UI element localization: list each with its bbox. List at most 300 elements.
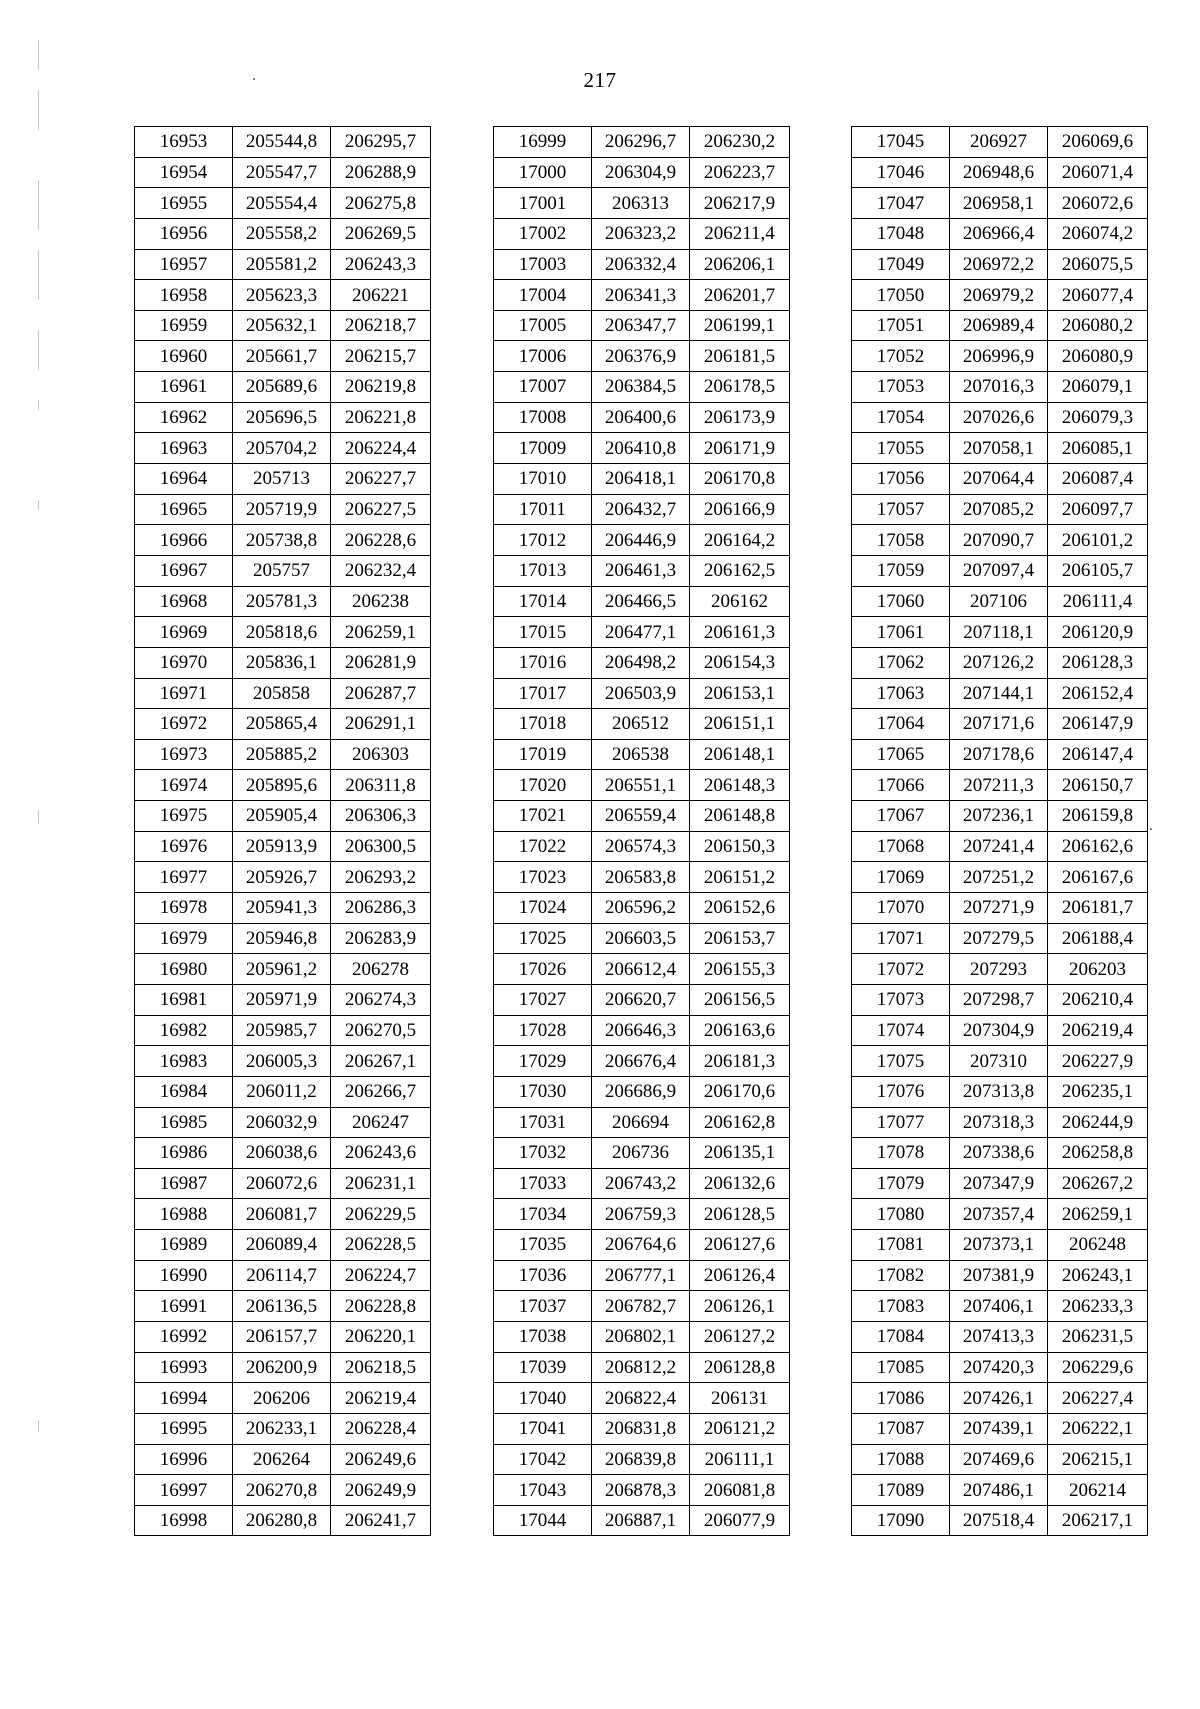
table-row xyxy=(494,464,790,495)
y-coordinate-cell: 206151,1 xyxy=(690,709,790,740)
point-number-cell: 17004 xyxy=(494,280,592,311)
y-coordinate-cell: 206222,1 xyxy=(1048,1413,1148,1444)
x-coordinate-cell: 207058,1 xyxy=(950,433,1048,464)
y-coordinate-cell: 206206,1 xyxy=(690,249,790,280)
y-coordinate-cell: 206267,2 xyxy=(1048,1168,1148,1199)
x-coordinate-cell: 207144,1 xyxy=(950,678,1048,709)
point-number-cell: 17024 xyxy=(494,893,592,924)
y-coordinate-cell: 206153,1 xyxy=(690,678,790,709)
y-coordinate-cell: 206079,3 xyxy=(1048,402,1148,433)
point-number-cell: 16966 xyxy=(135,525,233,556)
table-row xyxy=(494,1015,790,1046)
table-row xyxy=(852,923,1148,954)
scan-margin-line xyxy=(38,40,39,70)
y-coordinate-cell: 206228,5 xyxy=(331,1230,431,1261)
table-row xyxy=(852,555,1148,586)
x-coordinate-cell: 205885,2 xyxy=(233,739,331,770)
table-row xyxy=(852,433,1148,464)
point-number-cell: 17030 xyxy=(494,1076,592,1107)
coordinate-table-1 xyxy=(134,126,431,1536)
y-coordinate-cell: 206075,5 xyxy=(1048,249,1148,280)
point-number-cell: 16969 xyxy=(135,617,233,648)
point-number-cell: 17075 xyxy=(852,1046,950,1077)
table-row xyxy=(852,1230,1148,1261)
point-number-cell: 17007 xyxy=(494,372,592,403)
x-coordinate-cell: 206812,2 xyxy=(592,1352,690,1383)
table-row xyxy=(135,1199,431,1230)
point-number-cell: 17069 xyxy=(852,862,950,893)
x-coordinate-cell: 207064,4 xyxy=(950,464,1048,495)
y-coordinate-cell: 206097,7 xyxy=(1048,494,1148,525)
x-coordinate-cell: 206200,9 xyxy=(233,1352,331,1383)
x-coordinate-cell: 206089,4 xyxy=(233,1230,331,1261)
x-coordinate-cell: 206376,9 xyxy=(592,341,690,372)
x-coordinate-cell: 206596,2 xyxy=(592,893,690,924)
table-row xyxy=(852,1475,1148,1506)
table-row xyxy=(494,1352,790,1383)
y-coordinate-cell: 206258,8 xyxy=(1048,1138,1148,1169)
point-number-cell: 16998 xyxy=(135,1505,233,1536)
y-coordinate-cell: 206281,9 xyxy=(331,647,431,678)
point-number-cell: 17044 xyxy=(494,1505,592,1536)
y-coordinate-cell: 206210,4 xyxy=(1048,984,1148,1015)
x-coordinate-cell: 206736 xyxy=(592,1138,690,1169)
table-row xyxy=(494,1107,790,1138)
table-row xyxy=(135,586,431,617)
table-row xyxy=(135,249,431,280)
y-coordinate-cell: 206162,5 xyxy=(690,555,790,586)
point-number-cell: 17008 xyxy=(494,402,592,433)
y-coordinate-cell: 206069,6 xyxy=(1048,127,1148,158)
point-number-cell: 17037 xyxy=(494,1291,592,1322)
table-row xyxy=(494,1413,790,1444)
point-number-cell: 17043 xyxy=(494,1475,592,1506)
x-coordinate-cell: 207347,9 xyxy=(950,1168,1048,1199)
x-coordinate-cell: 206432,7 xyxy=(592,494,690,525)
table-row xyxy=(135,1352,431,1383)
y-coordinate-cell: 206111,1 xyxy=(690,1444,790,1475)
table-row xyxy=(135,1321,431,1352)
x-coordinate-cell: 206410,8 xyxy=(592,433,690,464)
table-row xyxy=(852,586,1148,617)
y-coordinate-cell: 206293,2 xyxy=(331,862,431,893)
point-number-cell: 17002 xyxy=(494,218,592,249)
x-coordinate-cell: 207026,6 xyxy=(950,402,1048,433)
y-coordinate-cell: 206162,6 xyxy=(1048,831,1148,862)
table-row xyxy=(494,1168,790,1199)
x-coordinate-cell: 205544,8 xyxy=(233,127,331,158)
x-coordinate-cell: 207486,1 xyxy=(950,1475,1048,1506)
point-number-cell: 16977 xyxy=(135,862,233,893)
x-coordinate-cell: 207279,5 xyxy=(950,923,1048,954)
y-coordinate-cell: 206155,3 xyxy=(690,954,790,985)
point-number-cell: 17032 xyxy=(494,1138,592,1169)
x-coordinate-cell: 207381,9 xyxy=(950,1260,1048,1291)
x-coordinate-cell: 205858 xyxy=(233,678,331,709)
y-coordinate-cell: 206128,8 xyxy=(690,1352,790,1383)
point-number-cell: 17057 xyxy=(852,494,950,525)
table-row xyxy=(852,678,1148,709)
table-row xyxy=(135,1046,431,1077)
table-row xyxy=(494,984,790,1015)
x-coordinate-cell: 205985,7 xyxy=(233,1015,331,1046)
y-coordinate-cell: 206188,4 xyxy=(1048,923,1148,954)
x-coordinate-cell: 206948,6 xyxy=(950,157,1048,188)
table-row xyxy=(852,402,1148,433)
table-row xyxy=(494,1475,790,1506)
point-number-cell: 17017 xyxy=(494,678,592,709)
table-row xyxy=(852,831,1148,862)
table-row xyxy=(135,862,431,893)
point-number-cell: 17064 xyxy=(852,709,950,740)
y-coordinate-cell: 206214 xyxy=(1048,1475,1148,1506)
scan-margin-line xyxy=(38,250,39,300)
y-coordinate-cell: 206181,7 xyxy=(1048,893,1148,924)
table-row xyxy=(852,157,1148,188)
y-coordinate-cell: 206274,3 xyxy=(331,984,431,1015)
x-coordinate-cell: 207518,4 xyxy=(950,1505,1048,1536)
table-row xyxy=(135,923,431,954)
table-row xyxy=(135,433,431,464)
x-coordinate-cell: 206583,8 xyxy=(592,862,690,893)
y-coordinate-cell: 206283,9 xyxy=(331,923,431,954)
x-coordinate-cell: 205865,4 xyxy=(233,709,331,740)
table-row xyxy=(852,647,1148,678)
x-coordinate-cell: 206136,5 xyxy=(233,1291,331,1322)
table-row xyxy=(852,1444,1148,1475)
x-coordinate-cell: 206038,6 xyxy=(233,1138,331,1169)
y-coordinate-cell: 206120,9 xyxy=(1048,617,1148,648)
table-row xyxy=(135,1383,431,1414)
table-row xyxy=(494,770,790,801)
scan-margin-line xyxy=(38,1420,39,1432)
point-number-cell: 17081 xyxy=(852,1230,950,1261)
table-row xyxy=(135,218,431,249)
x-coordinate-cell: 206418,1 xyxy=(592,464,690,495)
y-coordinate-cell: 206127,6 xyxy=(690,1230,790,1261)
table-row xyxy=(494,249,790,280)
x-coordinate-cell: 205818,6 xyxy=(233,617,331,648)
y-coordinate-cell: 206247 xyxy=(331,1107,431,1138)
point-number-cell: 17074 xyxy=(852,1015,950,1046)
point-number-cell: 17048 xyxy=(852,218,950,249)
y-coordinate-cell: 206215,7 xyxy=(331,341,431,372)
point-number-cell: 17049 xyxy=(852,249,950,280)
x-coordinate-cell: 206313 xyxy=(592,188,690,219)
x-coordinate-cell: 206400,6 xyxy=(592,402,690,433)
table-row xyxy=(852,127,1148,158)
x-coordinate-cell: 207413,3 xyxy=(950,1321,1048,1352)
table-row xyxy=(494,1321,790,1352)
x-coordinate-cell: 207178,6 xyxy=(950,739,1048,770)
x-coordinate-cell: 205554,4 xyxy=(233,188,331,219)
table-row xyxy=(135,801,431,832)
table-row xyxy=(852,801,1148,832)
point-number-cell: 16995 xyxy=(135,1413,233,1444)
table-row xyxy=(852,1413,1148,1444)
table-row xyxy=(135,310,431,341)
table-row xyxy=(494,1230,790,1261)
y-coordinate-cell: 206152,6 xyxy=(690,893,790,924)
x-coordinate-cell: 206466,5 xyxy=(592,586,690,617)
point-number-cell: 16975 xyxy=(135,801,233,832)
x-coordinate-cell: 206958,1 xyxy=(950,188,1048,219)
table-row xyxy=(135,1230,431,1261)
point-number-cell: 17011 xyxy=(494,494,592,525)
table-row xyxy=(135,1444,431,1475)
table-row xyxy=(852,1199,1148,1230)
table-row xyxy=(852,188,1148,219)
point-number-cell: 17034 xyxy=(494,1199,592,1230)
x-coordinate-cell: 207439,1 xyxy=(950,1413,1048,1444)
point-number-cell: 17029 xyxy=(494,1046,592,1077)
y-coordinate-cell: 206243,6 xyxy=(331,1138,431,1169)
coordinate-table-3 xyxy=(851,126,1148,1536)
point-number-cell: 17082 xyxy=(852,1260,950,1291)
x-coordinate-cell: 205547,7 xyxy=(233,157,331,188)
y-coordinate-cell: 206266,7 xyxy=(331,1076,431,1107)
x-coordinate-cell: 205926,7 xyxy=(233,862,331,893)
x-coordinate-cell: 205632,1 xyxy=(233,310,331,341)
y-coordinate-cell: 206311,8 xyxy=(331,770,431,801)
x-coordinate-cell: 206574,3 xyxy=(592,831,690,862)
y-coordinate-cell: 206270,5 xyxy=(331,1015,431,1046)
y-coordinate-cell: 206151,2 xyxy=(690,862,790,893)
table-row xyxy=(494,1260,790,1291)
point-number-cell: 17060 xyxy=(852,586,950,617)
x-coordinate-cell: 206831,8 xyxy=(592,1413,690,1444)
y-coordinate-cell: 206306,3 xyxy=(331,801,431,832)
x-coordinate-cell: 206157,7 xyxy=(233,1321,331,1352)
y-coordinate-cell: 206259,1 xyxy=(331,617,431,648)
x-coordinate-cell: 207357,4 xyxy=(950,1199,1048,1230)
x-coordinate-cell: 206114,7 xyxy=(233,1260,331,1291)
x-coordinate-cell: 207097,4 xyxy=(950,555,1048,586)
y-coordinate-cell: 206203 xyxy=(1048,954,1148,985)
y-coordinate-cell: 206178,5 xyxy=(690,372,790,403)
x-coordinate-cell: 206686,9 xyxy=(592,1076,690,1107)
x-coordinate-cell: 207126,2 xyxy=(950,647,1048,678)
y-coordinate-cell: 206219,8 xyxy=(331,372,431,403)
point-number-cell: 16954 xyxy=(135,157,233,188)
y-coordinate-cell: 206229,5 xyxy=(331,1199,431,1230)
y-coordinate-cell: 206218,7 xyxy=(331,310,431,341)
y-coordinate-cell: 206267,1 xyxy=(331,1046,431,1077)
x-coordinate-cell: 206743,2 xyxy=(592,1168,690,1199)
table-row xyxy=(852,372,1148,403)
point-number-cell: 16964 xyxy=(135,464,233,495)
table-row xyxy=(852,1352,1148,1383)
x-coordinate-cell: 206782,7 xyxy=(592,1291,690,1322)
table-row xyxy=(135,1413,431,1444)
point-number-cell: 17028 xyxy=(494,1015,592,1046)
table-row xyxy=(494,831,790,862)
x-coordinate-cell: 206280,8 xyxy=(233,1505,331,1536)
y-coordinate-cell: 206233,3 xyxy=(1048,1291,1148,1322)
point-number-cell: 17038 xyxy=(494,1321,592,1352)
point-number-cell: 16958 xyxy=(135,280,233,311)
table-row xyxy=(135,893,431,924)
scan-margin-line xyxy=(38,330,39,370)
point-number-cell: 17009 xyxy=(494,433,592,464)
table-row xyxy=(494,494,790,525)
x-coordinate-cell: 206764,6 xyxy=(592,1230,690,1261)
table-row xyxy=(852,494,1148,525)
table-row xyxy=(135,494,431,525)
x-coordinate-cell: 206233,1 xyxy=(233,1413,331,1444)
x-coordinate-cell: 207106 xyxy=(950,586,1048,617)
point-number-cell: 17062 xyxy=(852,647,950,678)
y-coordinate-cell: 206074,2 xyxy=(1048,218,1148,249)
y-coordinate-cell: 206087,4 xyxy=(1048,464,1148,495)
table-row xyxy=(494,1046,790,1077)
table-row xyxy=(852,862,1148,893)
x-coordinate-cell: 206270,8 xyxy=(233,1475,331,1506)
table-row xyxy=(494,862,790,893)
x-coordinate-cell: 206979,2 xyxy=(950,280,1048,311)
table-row xyxy=(494,1076,790,1107)
y-coordinate-cell: 206150,3 xyxy=(690,831,790,862)
point-number-cell: 17086 xyxy=(852,1383,950,1414)
x-coordinate-cell: 206072,6 xyxy=(233,1168,331,1199)
y-coordinate-cell: 206150,7 xyxy=(1048,770,1148,801)
point-number-cell: 17084 xyxy=(852,1321,950,1352)
x-coordinate-cell: 206612,4 xyxy=(592,954,690,985)
point-number-cell: 17066 xyxy=(852,770,950,801)
y-coordinate-cell: 206162 xyxy=(690,586,790,617)
table-row xyxy=(494,617,790,648)
x-coordinate-cell: 205689,6 xyxy=(233,372,331,403)
point-number-cell: 17045 xyxy=(852,127,950,158)
table-row xyxy=(852,341,1148,372)
table-row xyxy=(852,1260,1148,1291)
table-row xyxy=(852,1291,1148,1322)
table-row xyxy=(494,1199,790,1230)
y-coordinate-cell: 206238 xyxy=(331,586,431,617)
y-coordinate-cell: 206231,1 xyxy=(331,1168,431,1199)
x-coordinate-cell: 207236,1 xyxy=(950,801,1048,832)
y-coordinate-cell: 206300,5 xyxy=(331,831,431,862)
table-row xyxy=(135,1475,431,1506)
x-coordinate-cell: 206384,5 xyxy=(592,372,690,403)
point-number-cell: 17083 xyxy=(852,1291,950,1322)
table-row xyxy=(494,923,790,954)
x-coordinate-cell: 206989,4 xyxy=(950,310,1048,341)
y-coordinate-cell: 206181,3 xyxy=(690,1046,790,1077)
table-row xyxy=(852,1046,1148,1077)
y-coordinate-cell: 206126,4 xyxy=(690,1260,790,1291)
point-number-cell: 17063 xyxy=(852,678,950,709)
table-row xyxy=(494,709,790,740)
point-number-cell: 16976 xyxy=(135,831,233,862)
x-coordinate-cell: 206839,8 xyxy=(592,1444,690,1475)
x-coordinate-cell: 207298,7 xyxy=(950,984,1048,1015)
x-coordinate-cell: 206887,1 xyxy=(592,1505,690,1536)
y-coordinate-cell: 206228,4 xyxy=(331,1413,431,1444)
y-coordinate-cell: 206278 xyxy=(331,954,431,985)
x-coordinate-cell: 207271,9 xyxy=(950,893,1048,924)
table-row xyxy=(852,310,1148,341)
x-coordinate-cell: 205558,2 xyxy=(233,218,331,249)
y-coordinate-cell: 206221,8 xyxy=(331,402,431,433)
table-row xyxy=(494,218,790,249)
y-coordinate-cell: 206128,3 xyxy=(1048,647,1148,678)
x-coordinate-cell: 206620,7 xyxy=(592,984,690,1015)
table-row xyxy=(494,1383,790,1414)
y-coordinate-cell: 206220,1 xyxy=(331,1321,431,1352)
point-number-cell: 17014 xyxy=(494,586,592,617)
point-number-cell: 17061 xyxy=(852,617,950,648)
x-coordinate-cell: 205946,8 xyxy=(233,923,331,954)
x-coordinate-cell: 207373,1 xyxy=(950,1230,1048,1261)
y-coordinate-cell: 206152,4 xyxy=(1048,678,1148,709)
y-coordinate-cell: 206244,9 xyxy=(1048,1107,1148,1138)
table-row xyxy=(852,893,1148,924)
table-row xyxy=(135,1291,431,1322)
point-number-cell: 17051 xyxy=(852,310,950,341)
scan-margin-line xyxy=(38,400,39,410)
x-coordinate-cell: 206206 xyxy=(233,1383,331,1414)
x-coordinate-cell: 207241,4 xyxy=(950,831,1048,862)
table-row xyxy=(135,617,431,648)
point-number-cell: 17077 xyxy=(852,1107,950,1138)
table-row xyxy=(494,801,790,832)
x-coordinate-cell: 206676,4 xyxy=(592,1046,690,1077)
point-number-cell: 16982 xyxy=(135,1015,233,1046)
y-coordinate-cell: 206243,3 xyxy=(331,249,431,280)
y-coordinate-cell: 206229,6 xyxy=(1048,1352,1148,1383)
y-coordinate-cell: 206286,3 xyxy=(331,893,431,924)
table-row xyxy=(135,1138,431,1169)
y-coordinate-cell: 206219,4 xyxy=(1048,1015,1148,1046)
point-number-cell: 17025 xyxy=(494,923,592,954)
y-coordinate-cell: 206249,9 xyxy=(331,1475,431,1506)
point-number-cell: 17042 xyxy=(494,1444,592,1475)
y-coordinate-cell: 206111,4 xyxy=(1048,586,1148,617)
table-row xyxy=(135,341,431,372)
y-coordinate-cell: 206241,7 xyxy=(331,1505,431,1536)
point-number-cell: 17079 xyxy=(852,1168,950,1199)
point-number-cell: 17033 xyxy=(494,1168,592,1199)
x-coordinate-cell: 206538 xyxy=(592,739,690,770)
point-number-cell: 16978 xyxy=(135,893,233,924)
table-row xyxy=(494,1505,790,1536)
x-coordinate-cell: 206822,4 xyxy=(592,1383,690,1414)
table-row xyxy=(494,280,790,311)
table-row xyxy=(852,1321,1148,1352)
table-row xyxy=(852,984,1148,1015)
x-coordinate-cell: 206296,7 xyxy=(592,127,690,158)
point-number-cell: 16994 xyxy=(135,1383,233,1414)
y-coordinate-cell: 206161,3 xyxy=(690,617,790,648)
x-coordinate-cell: 205961,2 xyxy=(233,954,331,985)
y-coordinate-cell: 206227,7 xyxy=(331,464,431,495)
table-row xyxy=(852,954,1148,985)
y-coordinate-cell: 206230,2 xyxy=(690,127,790,158)
point-number-cell: 17047 xyxy=(852,188,950,219)
y-coordinate-cell: 206288,9 xyxy=(331,157,431,188)
point-number-cell: 17001 xyxy=(494,188,592,219)
y-coordinate-cell: 206170,8 xyxy=(690,464,790,495)
table-row xyxy=(135,647,431,678)
point-number-cell: 16996 xyxy=(135,1444,233,1475)
point-number-cell: 17070 xyxy=(852,893,950,924)
y-coordinate-cell: 206215,1 xyxy=(1048,1444,1148,1475)
point-number-cell: 17010 xyxy=(494,464,592,495)
scan-speck xyxy=(1150,828,1152,830)
table-row xyxy=(852,617,1148,648)
point-number-cell: 17067 xyxy=(852,801,950,832)
